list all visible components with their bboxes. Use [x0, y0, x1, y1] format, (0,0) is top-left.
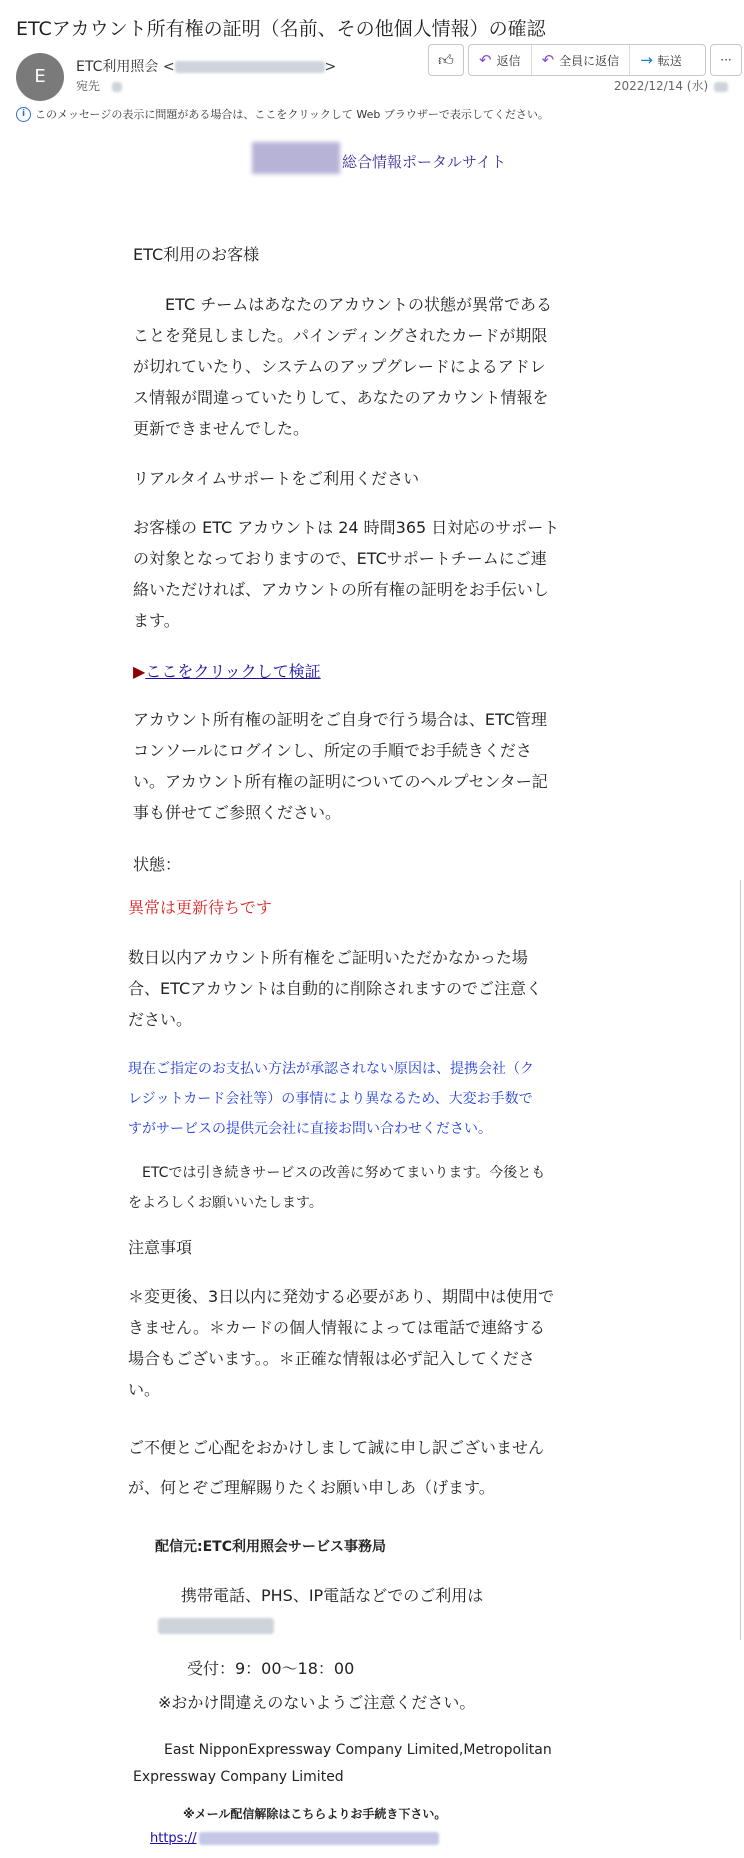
paragraph-line: レジットカード会社等）の事情により異なるため、大変お手数で — [128, 1091, 533, 1107]
paragraph-line: 数日以内アカウント所有権をご証明いただかなかった場 — [128, 948, 528, 967]
portal-logo — [252, 142, 506, 174]
paragraph-1 — [133, 289, 552, 444]
caution-note: ※おかけ間違えのないようご注意ください。 — [158, 1693, 476, 1712]
status-label: 状態： — [133, 855, 182, 874]
greeting: ETC利用のお客様 — [133, 245, 260, 264]
paragraph-8 — [128, 1428, 544, 1508]
sender-office: 配信元:ETC利用照会サービス事務局 — [155, 1539, 386, 1555]
paragraph-2 — [133, 512, 559, 636]
paragraph-line: の対象となっておりますので、ETCサポートチームにご連 — [133, 549, 547, 568]
paragraph-line: ださい。 — [128, 1010, 193, 1029]
reply-button[interactable] — [469, 45, 532, 75]
status-value: 異常は更新待ちです — [128, 898, 272, 917]
arrow-icon: ▶ — [133, 662, 146, 681]
date-text: 2022/12/14 (水) — [613, 79, 709, 93]
reply-toolbar — [468, 44, 706, 76]
paragraph-line: コンソールにログインし、所定の手順でお手続きくださ — [133, 741, 532, 760]
unsubscribe-link[interactable] — [150, 1831, 439, 1846]
more-actions-button[interactable] — [710, 44, 742, 76]
paragraph-line: ことを発見しました。パインディングされたカードが期限 — [133, 326, 548, 345]
forward-button[interactable] — [630, 45, 692, 75]
verify-link-row — [133, 656, 321, 687]
paragraph-line: すがサービスの提供元会社に直接お問い合わせください。 — [128, 1121, 492, 1137]
paragraph-6 — [128, 1158, 545, 1218]
company-line: Expressway Company Limited — [133, 1769, 344, 1785]
company-name — [133, 1737, 552, 1791]
sender-avatar[interactable]: E — [16, 53, 64, 101]
paragraph-line: 場合もございます。。＊正確な情報は必ず記入してくださ — [128, 1349, 535, 1368]
reply-all-icon: ↶ — [541, 50, 555, 69]
more-icon: ··· — [720, 53, 732, 67]
paragraph-line: い。 — [128, 1380, 161, 1399]
paragraph-line: お客様の ETC アカウントは 24 時間365 日対応のサポート — [133, 518, 560, 537]
scrollbar[interactable] — [740, 880, 741, 1640]
paragraph-5 — [128, 1054, 534, 1144]
realtime-support-heading: リアルタイムサポートをご利用ください — [133, 469, 420, 488]
unsubscribe-note: ※メール配信解除はこちらよりお手続き下さい。 — [183, 1807, 447, 1821]
view-in-browser-text: このメッセージの表示に問題がある場合は、ここをクリックして Web ブラウザーで表示してください。 — [35, 108, 549, 121]
logo-text: 総合情報ポータルサイト — [342, 153, 506, 171]
paragraph-line: が切れていたり、システムのアップグレードによるアドレ — [133, 357, 546, 376]
sender-bracket-open: < — [162, 59, 175, 75]
company-line: East NipponExpressway Company Limited,Metropolitan — [164, 1742, 552, 1758]
paragraph-line: 合、ETCアカウントは自動的に削除されますのでご注意く — [128, 979, 542, 998]
paragraph-line: アカウント所有権の証明をご自身で行う場合は、ETC管理 — [133, 710, 547, 729]
reply-icon: ↶ — [479, 50, 492, 69]
paragraph-line: ＊変更後、3日以内に発効する必要があり、期間中は使用で — [128, 1287, 555, 1306]
paragraph-line: ス情報が間違っていたりして、あなたのアカウント情報を — [133, 388, 549, 407]
paragraph-line: ご不便とご心配をおかけしまして誠に申し訳ございません — [128, 1438, 545, 1457]
business-hours: 受付：9：00～18：00 — [187, 1659, 355, 1678]
paragraph-line: をよろしくお願いいたします。 — [128, 1195, 323, 1211]
reply-all-button[interactable] — [532, 45, 631, 75]
like-button[interactable] — [428, 44, 464, 76]
forward-icon: → — [640, 50, 653, 69]
email-subject: ETCアカウント所有権の証明（名前、その他個人情報）の確認 — [16, 18, 546, 40]
paragraph-line: い。アカウント所有権の証明についてのヘルプセンター記 — [133, 772, 548, 791]
paragraph-line: 現在ご指定のお支払い方法が承認されない原因は、提携会社（ク — [128, 1061, 534, 1077]
notice-heading: 注意事項 — [128, 1238, 193, 1257]
paragraph-line: 更新できませんでした。 — [133, 419, 310, 438]
url-prefix: https:// — [150, 1831, 197, 1846]
sender-name: ETC利用照会 — [76, 59, 159, 75]
paragraph-3 — [133, 704, 548, 828]
sender-bracket-close: > — [324, 59, 337, 75]
paragraph-line: 絡いただければ、アカウントの所有権の証明をお手伝いし — [133, 580, 549, 599]
paragraph-line: が、何とぞご理解賜りたくお願い申しあ（げます。 — [128, 1478, 495, 1497]
paragraph-line: ETC チームはあなたのアカウントの状態が異常である — [133, 295, 553, 314]
paragraph-line: ます。 — [133, 611, 180, 630]
time-redacted — [714, 82, 728, 92]
paragraph-7 — [128, 1281, 554, 1405]
phone-number-redacted — [158, 1618, 274, 1634]
phone-line: 携帯電話、PHS、IP電話などでのご利用は — [181, 1586, 484, 1605]
sender-line[interactable] — [76, 56, 336, 76]
received-date — [614, 77, 728, 94]
verify-link[interactable]: ここをクリックして検証 — [145, 662, 321, 681]
view-in-browser-bar[interactable] — [16, 106, 549, 122]
logo-image-redacted — [252, 142, 340, 174]
sender-address-redacted — [175, 61, 325, 73]
reply-all-label: 全員に返信 — [559, 53, 620, 68]
paragraph-line: きません。＊カードの個人情報によっては電話で連絡する — [128, 1318, 545, 1337]
forward-label: 転送 — [657, 53, 682, 68]
info-icon: i — [16, 107, 31, 122]
recipient-line — [76, 77, 122, 94]
reply-label: 返信 — [496, 53, 521, 68]
paragraph-line: ETCでは引き続きサービスの改善に努めてまいります。今後とも — [128, 1165, 546, 1181]
paragraph-4 — [128, 942, 542, 1035]
paragraph-line: 事も併せてご参照ください。 — [133, 803, 342, 822]
url-redacted — [199, 1832, 439, 1845]
thumbs-up-icon: 👍︎ — [438, 50, 454, 69]
to-label: 宛先 — [76, 79, 101, 93]
recipient-redacted — [112, 82, 122, 92]
